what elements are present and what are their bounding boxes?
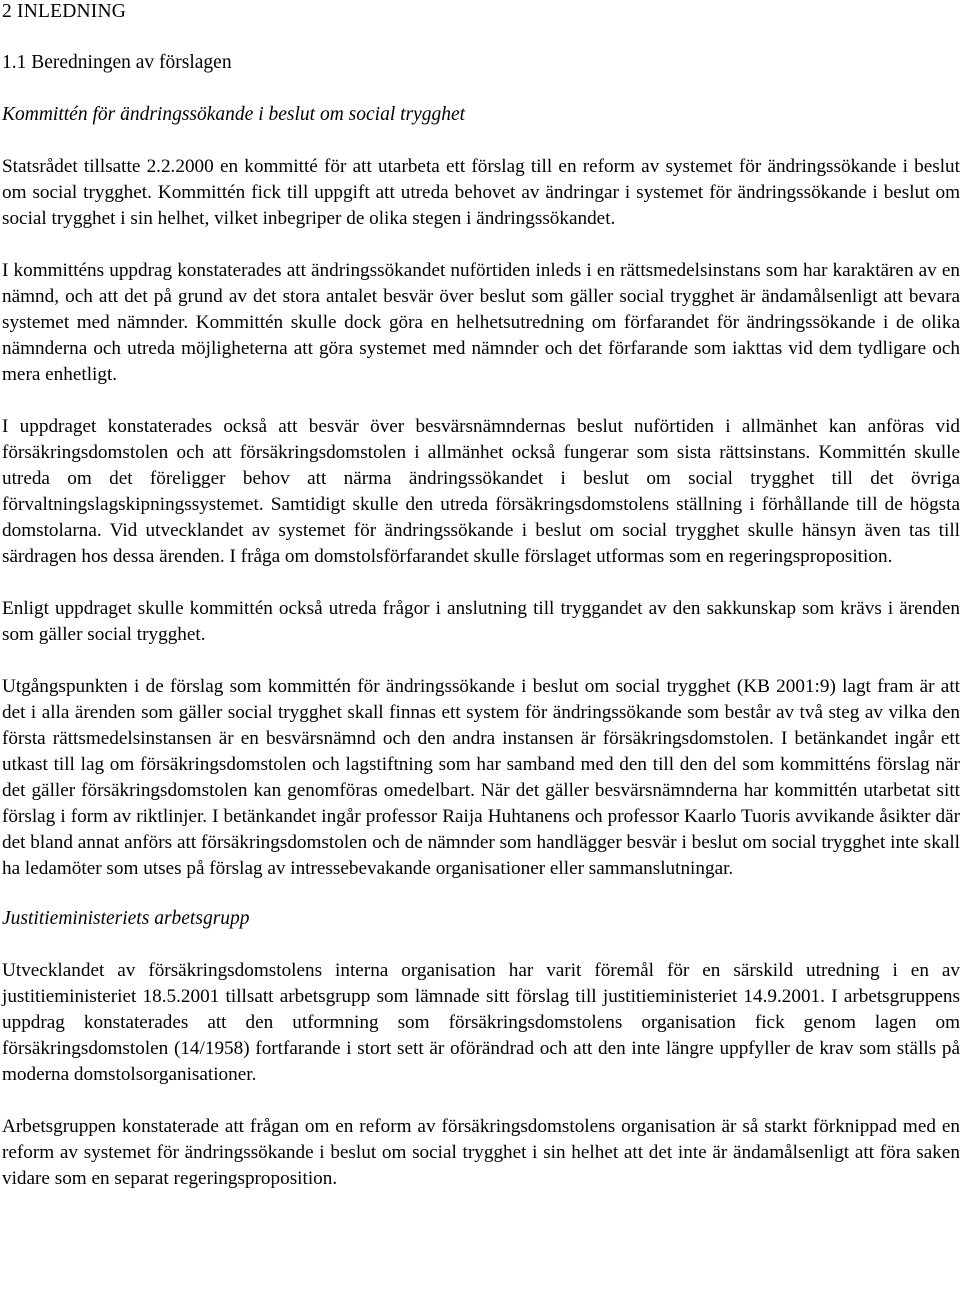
chapter-heading: 2 INLEDNING xyxy=(2,1,127,22)
paragraph: Utgångspunkten i de förslag som kommittén för ändringssökande i beslut om social trygghet (KB 2001:9) lagt fram är att det i alla ärenden som gäller social trygghet skall finnas ett system för ändringssökande som består av två steg av vilka den första rättsmedelsinstansen är en besvärsnämnd och den andra instansen är försäkringsdomstolen. I betänkandet ingår ett utkast till lag om försäkringsdomstolen och lagstiftning som har samband med den till den del som kommitténs förslag när det gäller försäkringsdomstolen kan genomföras omedelbart. När det gäller besvärsnämnderna har kommittén utarbetat sitt förslag i form av riktlinjer. I betänkandet ingår professor Raija Huhtanens och professor Kaarlo Tuoris avvikande åsikter där det bland annat anförs att försäkringsdomstolen och de nämnder som handlägger besvär i beslut om social trygghet inte skall ha ledamöter som utses på förslag av intressebevakande organisationer eller sammanslutningar. xyxy=(2,676,960,879)
paragraph: Arbetsgruppen konstaterade att frågan om en reform av försäkringsdomstolens organisation är så starkt förknippad med en reform av systemet för ändringssökande i beslut om social trygghet i sin helhet att det inte är ändamålsenligt att föra saken vidare som en separat regeringsproposition. xyxy=(2,1116,960,1189)
paragraph: I uppdraget konstaterades också att besvär över besvärsnämndernas beslut nuförtiden i allmänhet kan anföras vid försäkringsdomstolen och att försäkringsdomstolen i allmänhet också fungerar som sista rättsinstans. Kommittén skulle utreda om det föreligger behov att närma ändringssökandet i beslut om social trygghet till det övriga förvaltningslagskipningssystemet. Samtidigt skulle den utreda försäkringsdomstolens ställning i förhållande till de högsta domstolarna. Vid utvecklandet av systemet för ändringssökande i beslut om social trygghet skulle hänsyn även tas till särdragen hos dessa ärenden. I fråga om domstolsförfarandet skulle förslaget utformas som en regeringsproposition. xyxy=(2,416,960,567)
paragraph: Utvecklandet av försäkringsdomstolens interna organisation har varit föremål för en särskild utredning i en av justitieministeriet 18.5.2001 tillsatt arbetsgrupp som lämnade sitt förslag till justitieministeriet 14.9.2001. I arbetsgruppens uppdrag konstaterades att den utformning som försäkringsdomstolens organisation fick genom lagen om försäkringsdomstolen (14/1958) fortfarande i stort sett är oförändrad och att den inte längre uppfyller de krav som ställs på moderna domstolsorganisationer. xyxy=(2,960,960,1085)
paragraph: Enligt uppdraget skulle kommittén också utreda frågor i anslutning till tryggandet av den sakkunskap som krävs i ärenden som gäller social trygghet. xyxy=(2,598,960,645)
paragraph: I kommitténs uppdrag konstaterades att ändringssökandet nuförtiden inleds i en rättsmedelsinstans som har karaktären av en nämnd, och att det på grund av det stora antalet besvär över beslut som gäller social trygghet är ändamålsenligt att bevara systemet med nämnder. Kommittén skulle dock göra en helhetsutredning om förfarandet för ändringssökande i de olika nämnderna och utreda möjligheterna att göra systemet med nämnder och det förfarande som iakttas vid dem tydligare och mera enhetligt. xyxy=(2,260,960,385)
subheading-committee: Kommittén för ändringssökande i beslut om social trygghet xyxy=(2,104,466,125)
section-heading: 1.1 Beredningen av förslagen xyxy=(2,52,232,73)
subheading-working-group: Justitieministeriets arbetsgrupp xyxy=(2,908,250,929)
document-page xyxy=(2,0,960,1192)
paragraph: Statsrådet tillsatte 2.2.2000 en kommitté för att utarbeta ett förslag till en reform av systemet för ändringssökande i beslut om social trygghet. Kommittén fick till uppgift att utreda behovet av ändringar i systemet för ändringssökande i beslut om social trygghet i sin helhet, vilket inbegriper de olika stegen i ändringssökandet. xyxy=(2,156,960,229)
